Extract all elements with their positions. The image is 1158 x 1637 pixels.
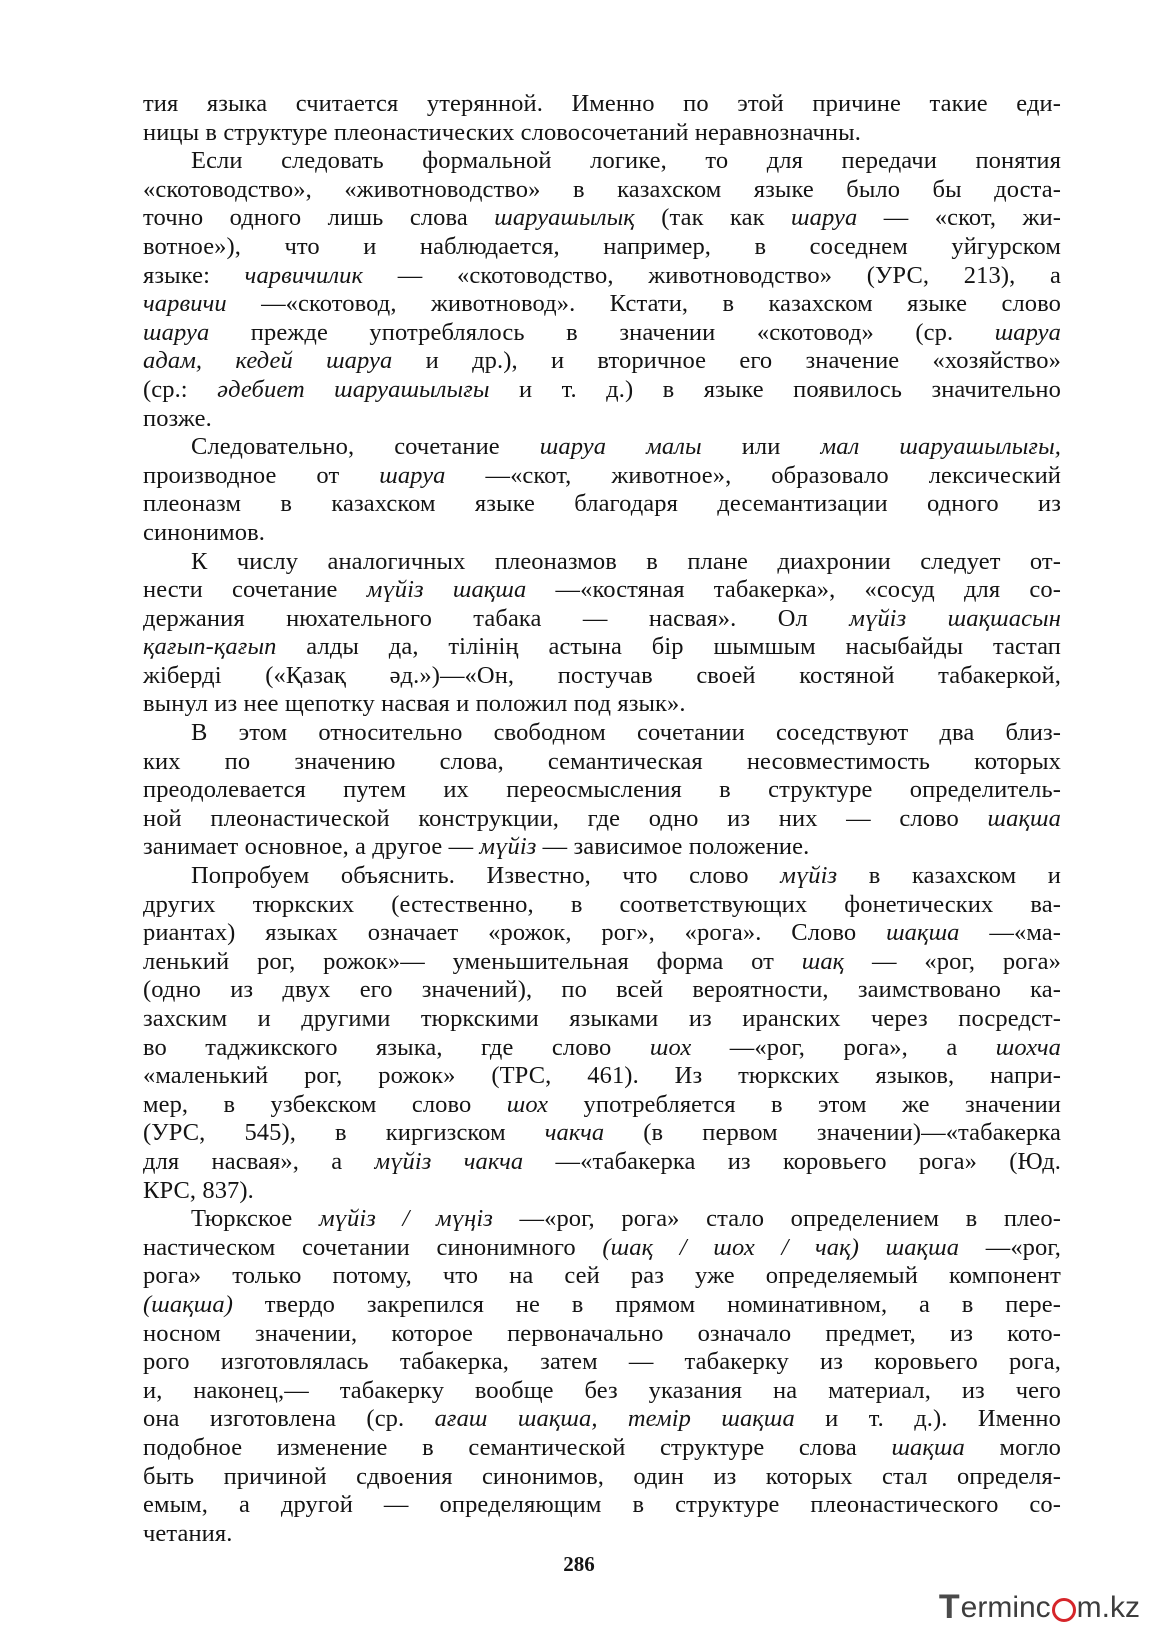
text-run: рога» только потому, что на сей раз уже определяемый компонент xyxy=(143,1262,1061,1290)
text-run: — «скотоводство, животноводство» (УРС, 213), а xyxy=(363,261,1061,289)
text-run: (так как xyxy=(634,204,792,232)
text-run: производное от xyxy=(143,461,380,489)
text-line xyxy=(143,119,1061,148)
italic-term: шаруа xyxy=(791,204,858,232)
text-run: четания. xyxy=(143,1519,233,1547)
text-line xyxy=(143,633,1061,662)
text-line xyxy=(143,1205,1061,1234)
text-line xyxy=(143,748,1061,777)
text-line xyxy=(143,976,1061,1005)
text-run: подобное изменение в семантической структуре слова xyxy=(143,1433,892,1461)
text-run: захским и другими тюркскими языками из иранских через посредст- xyxy=(143,1005,1061,1032)
text-run: быть причиной сдвоения синонимов, один из которых стал определя- xyxy=(143,1462,1061,1490)
text-run: могло xyxy=(964,1433,1061,1461)
text-run: позже. xyxy=(143,404,212,432)
text-line xyxy=(143,662,1061,691)
italic-term: шаруа xyxy=(143,318,210,346)
italic-term: шаруа малы xyxy=(539,433,702,461)
text-run: КРС, 837). xyxy=(143,1176,254,1204)
text-run: (в первом значении)—«табакерка xyxy=(604,1119,1061,1147)
watermark-ring-icon xyxy=(1052,1598,1076,1622)
italic-term: мүйіз xyxy=(780,862,838,890)
italic-term: шақша xyxy=(987,804,1061,832)
italic-term: чарвичилик xyxy=(244,261,364,289)
text-line xyxy=(143,576,1061,605)
text-line xyxy=(143,1148,1061,1177)
text-run: емым, а другой — определяющим в структуре плеонастического со- xyxy=(143,1491,1061,1519)
text-run: занимает основное, а другое — xyxy=(143,833,480,861)
text-line xyxy=(143,462,1061,491)
text-run: и, наконец,— табакерку вообще без указания на материал, из чего xyxy=(143,1376,1061,1404)
italic-term: шаруашылық xyxy=(494,204,635,232)
text-run: синонимов. xyxy=(143,518,266,546)
text-run: алды да, тілінің астына бір шымшым насыбайды тастап xyxy=(276,633,1061,661)
text-line xyxy=(143,919,1061,948)
italic-term: мүйіз xyxy=(479,833,537,861)
text-line xyxy=(143,605,1061,634)
text-run: Тюркское xyxy=(191,1205,319,1233)
watermark-text-2: m.kz xyxy=(1076,1590,1140,1624)
italic-term: шох xyxy=(506,1090,549,1118)
text-run: — «рог, рога» xyxy=(844,947,1062,975)
text-line xyxy=(143,1119,1061,1148)
text-line xyxy=(143,948,1061,977)
text-run: ной плеонастической конструкции, где одно из них — слово xyxy=(143,804,988,832)
text-run: К числу аналогичных плеоназмов в плане диахронии следует от- xyxy=(191,547,1061,575)
text-line xyxy=(143,405,1061,434)
text-line xyxy=(143,719,1061,748)
paragraph xyxy=(143,1205,1061,1548)
text-run: плеоназм в казахском языке благодаря десемантизации одного из xyxy=(143,490,1061,518)
italic-term: чарвичи xyxy=(143,290,227,318)
text-run: —«табакерка из коровьего рога» (Юд. xyxy=(523,1147,1061,1175)
text-line xyxy=(143,1062,1061,1091)
page-number: 286 xyxy=(563,1552,595,1576)
italic-term: мүйіз чакча xyxy=(374,1147,524,1175)
text-line xyxy=(143,1463,1061,1492)
text-run: —«скотовод, животновод». Кстати, в казахском языке слово xyxy=(226,290,1061,318)
italic-term: шақ xyxy=(801,947,845,975)
text-run: (одно из двух его значений), по всей вероятности, заимствовано ка- xyxy=(143,976,1061,1004)
text-run: во таджикского языка, где слово xyxy=(143,1033,650,1061)
italic-term: шох xyxy=(649,1033,692,1061)
italic-term: (шақша) xyxy=(143,1290,233,1318)
paragraph xyxy=(143,433,1061,547)
text-run: вотное»), что и наблюдается, например, в соседнем уйгурском xyxy=(143,232,1061,260)
text-line xyxy=(143,805,1061,834)
italic-term: мүйіз / мүңіз xyxy=(318,1205,493,1233)
text-line xyxy=(143,376,1061,405)
text-line xyxy=(143,319,1061,348)
text-run: в казахском и xyxy=(837,862,1061,890)
text-run: —«скот, животное», образовало лексический xyxy=(445,461,1061,489)
text-run: твердо закрепился не в прямом номинативном, а в пере- xyxy=(232,1290,1061,1318)
paragraph xyxy=(143,719,1061,862)
text-run: «маленький рог, рожок» (ТРС, 461). Из тюркских языков, напри- xyxy=(143,1062,1061,1090)
text-run: употребляется в этом же значении xyxy=(548,1090,1061,1118)
paragraph xyxy=(143,147,1061,433)
italic-term: мал шаруашылығы, xyxy=(820,433,1062,461)
text-run: тия языка считается утерянной. Именно по этой причине такие еди- xyxy=(143,90,1061,117)
text-line xyxy=(143,1177,1061,1206)
page-body xyxy=(143,90,1061,1548)
text-run: —«рог, рога», а xyxy=(691,1033,996,1061)
text-line xyxy=(143,1091,1061,1120)
text-run: Если следовать формальной логике, то для передачи понятия xyxy=(191,147,1061,175)
text-run: — зависимое положение. xyxy=(536,833,810,861)
text-run: носном значении, которое первоначально означало предмет, из кото- xyxy=(143,1319,1061,1347)
text-run: —«костяная табакерка», «сосуд для со- xyxy=(526,576,1061,604)
text-line xyxy=(143,290,1061,319)
italic-term: адам, кедей шаруа xyxy=(143,347,393,375)
paragraph xyxy=(143,862,1061,1205)
italic-term: шақша xyxy=(891,1433,965,1461)
italic-term: (шақ / шох / чақ) шақша xyxy=(602,1233,960,1261)
watermark-text-1: erminc xyxy=(960,1590,1051,1624)
text-line xyxy=(143,90,1061,119)
text-run: для насвая», а xyxy=(143,1147,375,1175)
italic-term: мүйіз шақшасын xyxy=(849,604,1061,632)
italic-term: ағаш шақша, темір шақша xyxy=(434,1405,795,1433)
text-line xyxy=(143,1377,1061,1406)
text-run: держания нюхательного табака — насвая». Ол xyxy=(143,604,850,632)
text-run: и т. д.) в языке появилось значительно xyxy=(489,375,1061,403)
italic-term: чакча xyxy=(544,1119,605,1147)
italic-term: шақша xyxy=(886,919,960,947)
italic-term: мүйіз шақша xyxy=(366,576,527,604)
text-line xyxy=(143,1348,1061,1377)
text-line xyxy=(143,176,1061,205)
text-run: прежде употреблялось в значении «скотовод» (ср. xyxy=(209,318,995,346)
text-run: или xyxy=(701,433,821,461)
text-run: мер, в узбекском слово xyxy=(143,1090,507,1118)
text-run: Следовательно, сочетание xyxy=(191,433,540,461)
text-run: рого изготовлялась табакерка, затем — табакерку из коровьего рога, xyxy=(143,1348,1061,1376)
text-line xyxy=(143,776,1061,805)
text-run: риантах) языках означает «рожок, рог», «рога». Слово xyxy=(143,919,887,947)
text-line xyxy=(143,548,1061,577)
text-run: преодолевается путем их переосмысления в структуре определитель- xyxy=(143,776,1061,804)
text-run: настическом сочетании синонимного xyxy=(143,1233,603,1261)
text-run: она изготовлена (ср. xyxy=(143,1405,435,1433)
text-run: вынул из нее щепотку насвая и положил под язык». xyxy=(143,690,686,718)
paragraph xyxy=(143,90,1061,147)
text-run: —«рог, рога» стало определением в плео- xyxy=(492,1205,1061,1233)
text-run: Попробуем объяснить. Известно, что слово xyxy=(191,862,781,890)
text-line xyxy=(143,1034,1061,1063)
italic-term: қағып-қағып xyxy=(143,633,277,661)
italic-term: шохча xyxy=(995,1033,1061,1061)
text-run: —«ма- xyxy=(959,919,1061,947)
watermark-logo xyxy=(939,1588,1140,1627)
text-line xyxy=(143,891,1061,920)
text-line xyxy=(143,690,1061,719)
text-line xyxy=(143,233,1061,262)
text-line xyxy=(143,433,1061,462)
text-run: —«рог, xyxy=(959,1233,1061,1261)
italic-term: шаруа xyxy=(994,318,1061,346)
text-line xyxy=(143,1234,1061,1263)
text-line xyxy=(143,347,1061,376)
text-run: (ср.: xyxy=(143,375,218,403)
text-line xyxy=(143,204,1061,233)
text-line xyxy=(143,1320,1061,1349)
text-line xyxy=(143,1405,1061,1434)
italic-term: әдебиет шаруашылығы xyxy=(217,375,490,403)
text-run: ницы в структуре плеонастических словосочетаний неравнозначны. xyxy=(143,118,861,146)
text-run: «скотоводство», «животноводство» в казахском языке было бы доста- xyxy=(143,175,1061,203)
text-run: и др.), и вторичное его значение «хозяйство» xyxy=(392,347,1061,375)
text-run: ленький рог, рожок»— уменьшительная форма от xyxy=(143,947,802,975)
text-line xyxy=(143,833,1061,862)
text-run: языке: xyxy=(143,261,245,289)
text-line xyxy=(143,262,1061,291)
text-run: и т. д.). Именно xyxy=(794,1405,1061,1433)
text-line xyxy=(143,1262,1061,1291)
text-run: других тюркских (естественно, в соответствующих фонетических ва- xyxy=(143,890,1061,918)
text-line xyxy=(143,1520,1061,1549)
text-run: (УРС, 545), в киргизском xyxy=(143,1119,545,1147)
text-run: жіберді («Қазақ әд.»)—«Он, постучав своей костяной табакеркой, xyxy=(143,661,1061,689)
text-line xyxy=(143,862,1061,891)
watermark-initial: T xyxy=(938,1588,960,1626)
text-line xyxy=(143,147,1061,176)
text-run: точно одного лишь слова xyxy=(143,204,495,232)
text-run: — «скот, жи- xyxy=(857,204,1061,232)
italic-term: шаруа xyxy=(379,461,446,489)
text-line xyxy=(143,1491,1061,1520)
text-line xyxy=(143,1005,1061,1034)
text-line xyxy=(143,1434,1061,1463)
text-line xyxy=(143,490,1061,519)
text-run: ких по значению слова, семантическая несовместимость которых xyxy=(143,747,1061,775)
text-run: В этом относительно свободном сочетании соседствуют два близ- xyxy=(191,719,1061,747)
text-line xyxy=(143,519,1061,548)
text-line xyxy=(143,1291,1061,1320)
text-run: нести сочетание xyxy=(143,576,367,604)
paragraph xyxy=(143,548,1061,720)
